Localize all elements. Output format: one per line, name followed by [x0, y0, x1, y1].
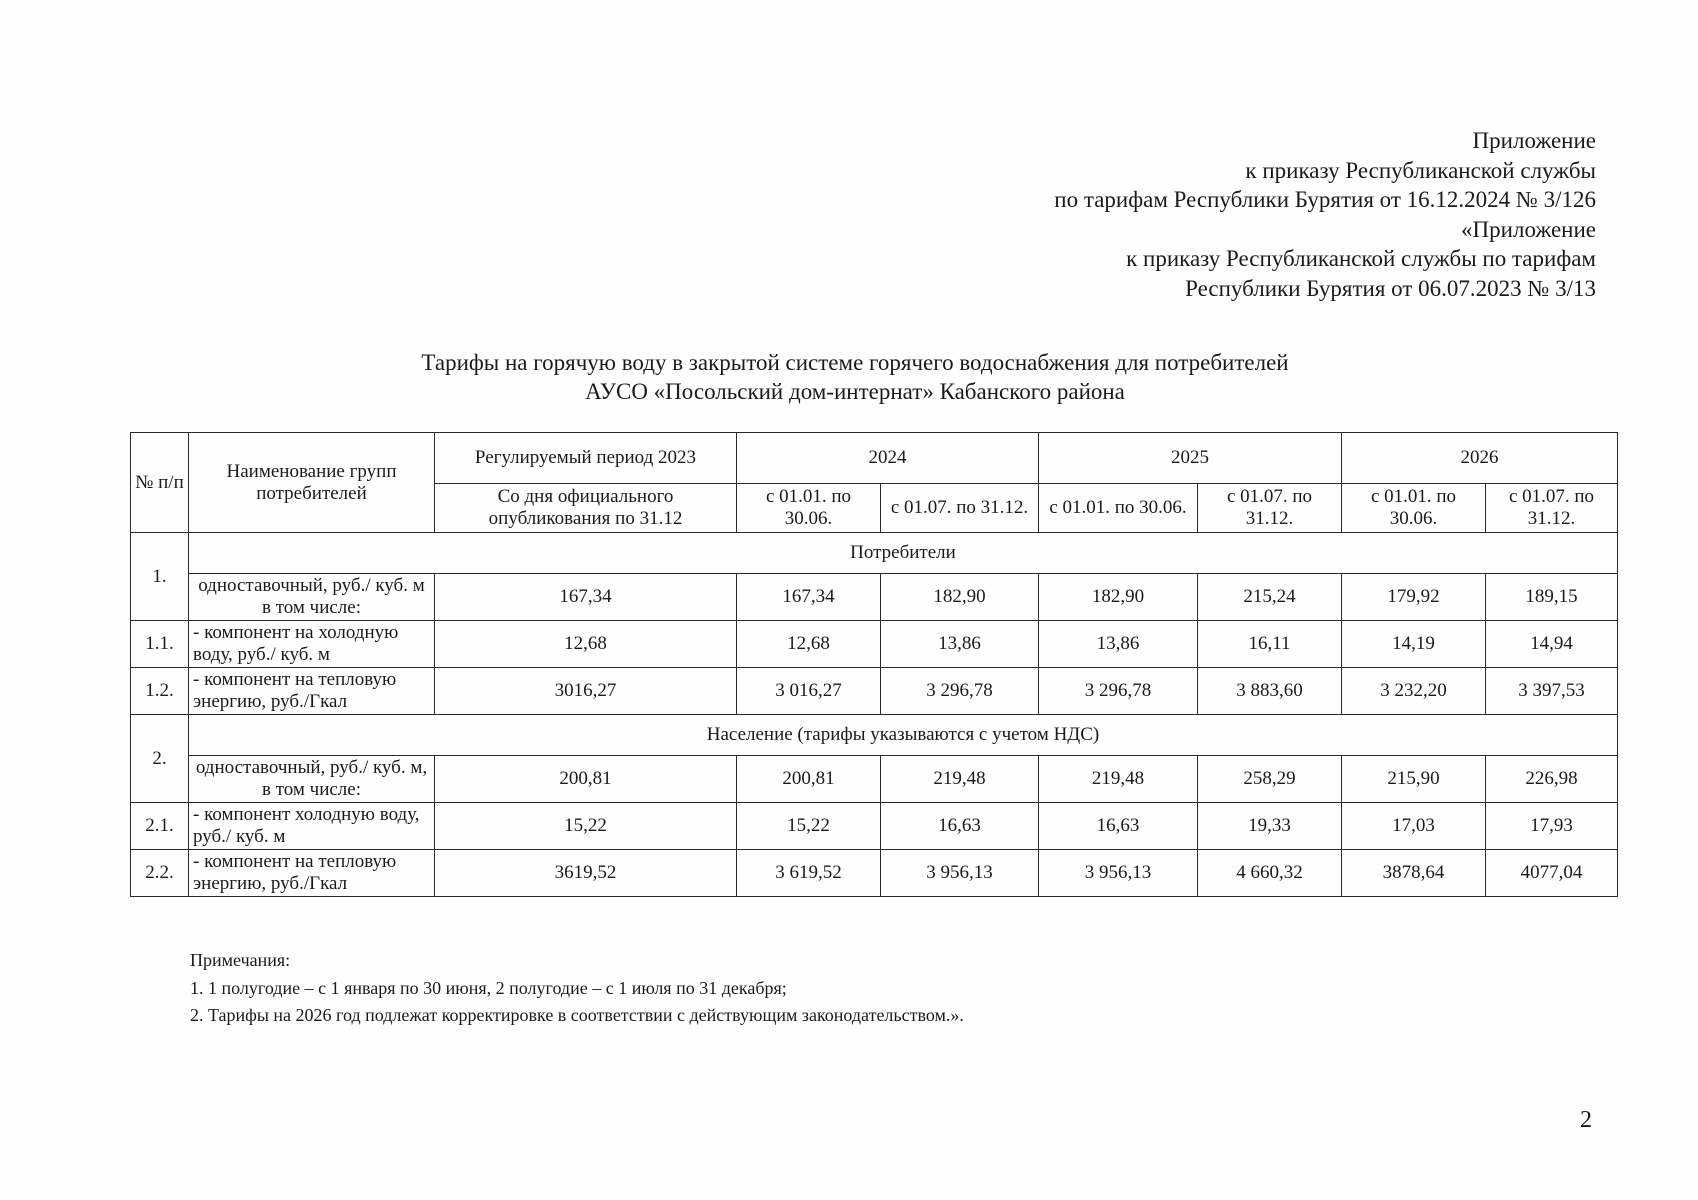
row-name: - компонент на тепловую энергию, руб./Гкал [189, 668, 435, 715]
notes-heading: Примечания: [190, 950, 291, 970]
subheader-2025-h2: с 01.07. по 31.12. [1198, 484, 1342, 533]
cell-value: 219,48 [881, 756, 1039, 803]
header-number: № п/п [131, 433, 189, 533]
appendix-line: «Приложение [1461, 216, 1596, 242]
cell-value: 182,90 [881, 574, 1039, 621]
note-item: 1. 1 полугодие – с 1 января по 30 июня, 2 полугодие – с 1 июля по 31 декабря; [190, 977, 787, 998]
subheader-2025-h1: с 01.01. по 30.06. [1039, 484, 1198, 533]
appendix-line: Республики Бурятия от 06.07.2023 № 3/13 [1185, 275, 1596, 301]
section-title: Население (тарифы указываются с учетом НДС) [189, 715, 1618, 756]
cell-value: 4 660,32 [1198, 850, 1342, 897]
cell-value: 19,33 [1198, 803, 1342, 850]
row-number: 2.1. [131, 803, 189, 850]
cell-value: 3 619,52 [737, 850, 881, 897]
cell-value: 3016,27 [435, 668, 737, 715]
cell-value: 3 232,20 [1342, 668, 1486, 715]
section-number: 2. [131, 715, 189, 803]
cell-value: 167,34 [435, 574, 737, 621]
cell-value: 16,63 [1039, 803, 1198, 850]
notes-block [190, 947, 964, 1030]
subheader-2026-h2: с 01.07. по 31.12. [1486, 484, 1618, 533]
cell-value: 3 296,78 [1039, 668, 1198, 715]
row-name: - компонент на холодную воду, руб./ куб. м [189, 621, 435, 668]
cell-value: 219,48 [1039, 756, 1198, 803]
cell-value: 215,90 [1342, 756, 1486, 803]
section-title: Потребители [189, 533, 1618, 574]
cell-value: 16,63 [881, 803, 1039, 850]
subheader-2023: Со дня официального опубликования по 31.12 [435, 484, 737, 533]
row-name: - компонент на тепловую энергию, руб./Гкал [189, 850, 435, 897]
section-row [131, 533, 1618, 574]
subheader-2026-h1: с 01.01. по 30.06. [1342, 484, 1486, 533]
row-name: одноставочный, руб./ куб. м в том числе: [189, 574, 435, 621]
section-row [131, 715, 1618, 756]
cell-value: 3 883,60 [1198, 668, 1342, 715]
header-year-2026: 2026 [1342, 433, 1618, 484]
cell-value: 3 956,13 [881, 850, 1039, 897]
cell-value: 15,22 [435, 803, 737, 850]
cell-value: 3 397,53 [1486, 668, 1618, 715]
appendix-line: к приказу Республиканской службы по тарифам [1126, 246, 1596, 271]
cell-value: 13,86 [881, 621, 1039, 668]
cell-value: 167,34 [737, 574, 881, 621]
cell-value: 14,94 [1486, 621, 1618, 668]
row-number: 2.2. [131, 850, 189, 897]
appendix-line: Приложение [1472, 128, 1596, 153]
appendix-line: по тарифам Республики Бурятия от 16.12.2024 № 3/126 [1054, 187, 1596, 212]
cell-value: 16,11 [1198, 621, 1342, 668]
title-line-2: АУСО «Посольский дом-интернат» Кабанского района [585, 379, 1125, 404]
cell-value: 12,68 [737, 621, 881, 668]
cell-value: 3 296,78 [881, 668, 1039, 715]
row-name: одноставочный, руб./ куб. м, в том числе: [189, 756, 435, 803]
cell-value: 3 016,27 [737, 668, 881, 715]
header-period-2023: Регулируемый период 2023 [435, 433, 737, 484]
cell-value: 182,90 [1039, 574, 1198, 621]
cell-value: 189,15 [1486, 574, 1618, 621]
cell-value: 12,68 [435, 621, 737, 668]
tariff-table [130, 432, 1618, 897]
table-row [131, 621, 1618, 668]
header-year-2025: 2025 [1039, 433, 1342, 484]
header-year-2024: 2024 [737, 433, 1039, 484]
section-number: 1. [131, 533, 189, 621]
cell-value: 226,98 [1486, 756, 1618, 803]
cell-value: 3619,52 [435, 850, 737, 897]
document-title [130, 348, 1580, 406]
cell-value: 179,92 [1342, 574, 1486, 621]
appendix-line: к приказу Республиканской службы [1245, 157, 1596, 183]
cell-value: 17,93 [1486, 803, 1618, 850]
subheader-2024-h1: с 01.01. по 30.06. [737, 484, 881, 533]
page-number: 2 [1580, 1107, 1592, 1133]
cell-value: 14,19 [1342, 621, 1486, 668]
cell-value: 200,81 [435, 756, 737, 803]
table-row [131, 574, 1618, 621]
table-header-row [131, 433, 1618, 484]
row-number: 1.2. [131, 668, 189, 715]
cell-value: 200,81 [737, 756, 881, 803]
appendix-header [1054, 126, 1596, 303]
cell-value: 3 956,13 [1039, 850, 1198, 897]
row-number: 1.1. [131, 621, 189, 668]
cell-value: 215,24 [1198, 574, 1342, 621]
cell-value: 3878,64 [1342, 850, 1486, 897]
cell-value: 17,03 [1342, 803, 1486, 850]
cell-value: 4077,04 [1486, 850, 1618, 897]
cell-value: 258,29 [1198, 756, 1342, 803]
cell-value: 15,22 [737, 803, 881, 850]
table-row [131, 850, 1618, 897]
title-line-1: Тарифы на горячую воду в закрытой системе горячего водоснабжения для потребителей [421, 350, 1289, 375]
note-item: 2. Тарифы на 2026 год подлежат корректировке в соответствии с действующим законодательством.». [190, 1005, 964, 1025]
subheader-2024-h2: с 01.07. по 31.12. [881, 484, 1039, 533]
table-row [131, 668, 1618, 715]
row-name: - компонент холодную воду, руб./ куб. м [189, 803, 435, 850]
table-row [131, 803, 1618, 850]
cell-value: 13,86 [1039, 621, 1198, 668]
table-row [131, 756, 1618, 803]
header-consumer-group: Наименование групп потребителей [189, 433, 435, 533]
